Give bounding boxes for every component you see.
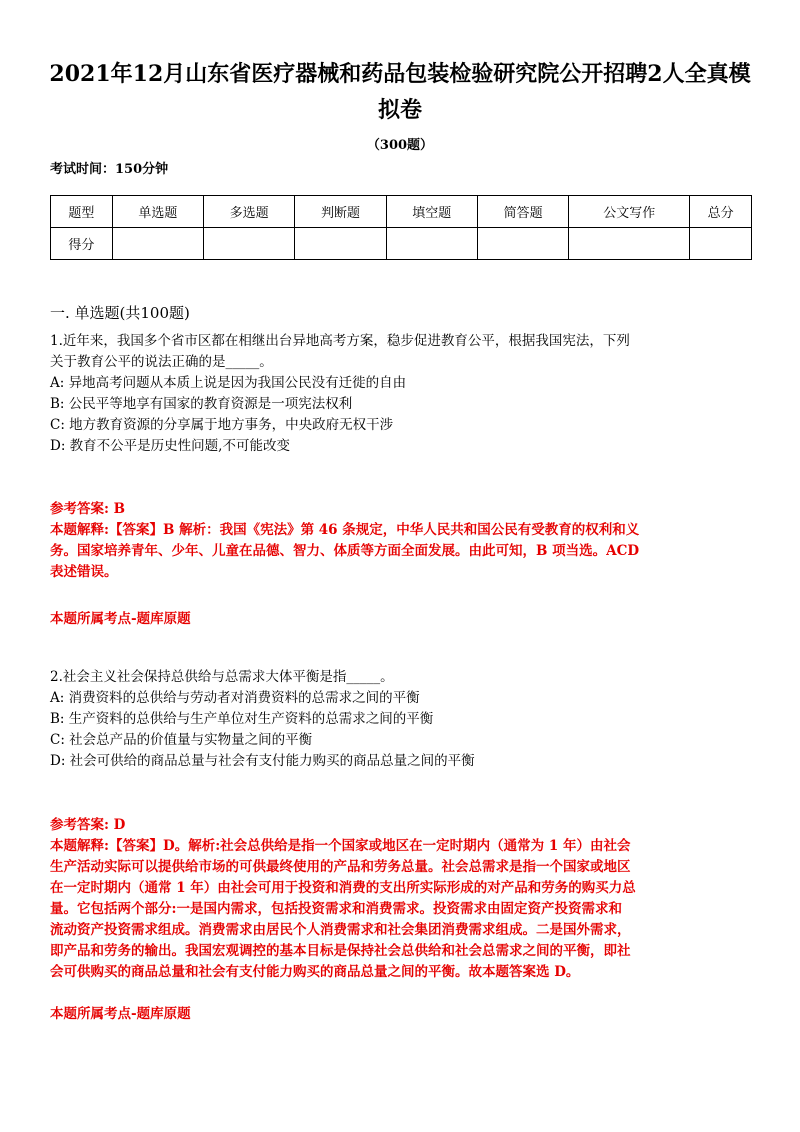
- explanation-line: 务。国家培养青年、少年、儿童在品德、智力、体质等方面全面发展。由此可知，B 项当选。ACD: [50, 543, 640, 559]
- header-cell: 单选题: [112, 196, 203, 228]
- section-title: 一. 单选题(共100题): [50, 304, 190, 322]
- score-table-header-row: [51, 196, 752, 228]
- header-cell: 简答题: [477, 196, 568, 228]
- answer-block-2: [50, 815, 762, 983]
- option-c: C: 社会总产品的价值量与实物量之间的平衡: [50, 732, 313, 748]
- question-stem-line: 2.社会主义社会保持总供给与总需求大体平衡是指_____。: [50, 669, 394, 685]
- explanation-line: 量。它包括两个部分:一是国内需求，包括投资需求和消费需求。投资需求由固定资产投资需求和: [50, 901, 622, 917]
- explanation-line: 生产活动实际可以提供给市场的可供最终使用的产品和劳务总量。社会总需求是指一个国家或地区: [50, 859, 631, 875]
- score-cell: [295, 228, 386, 260]
- option-d: D: 社会可供给的商品总量与社会有支付能力购买的商品总量之间的平衡: [50, 753, 475, 769]
- question-1: [50, 331, 762, 457]
- question-point: 本题所属考点-题库原题: [50, 1006, 191, 1022]
- option-a: A: 异地高考问题从本质上说是因为我国公民没有迁徙的自由: [50, 375, 407, 391]
- explanation-line: 本题解释:【答案】B 解析：我国《宪法》第 46 条规定，中华人民共和国公民有受教育的权利和义: [50, 522, 640, 538]
- reference-answer: 参考答案: D: [50, 817, 126, 833]
- explanation-line: 表述错误。: [50, 564, 118, 580]
- score-cell: [386, 228, 477, 260]
- option-b: B: 公民平等地享有国家的教育资源是一项宪法权利: [50, 396, 353, 412]
- option-d: D: 教育不公平是历史性问题,不可能改变: [50, 438, 290, 454]
- row-label: 得分: [51, 228, 113, 260]
- score-cell: [112, 228, 203, 260]
- option-b: B: 生产资料的总供给与生产单位对生产资料的总需求之间的平衡: [50, 711, 434, 727]
- explanation-line: 即产品和劳务的输出。我国宏观调控的基本目标是保持社会总供给和社会总需求之间的平衡，即社: [50, 943, 631, 959]
- explanation-line: 会可供购买的商品总量和社会有支付能力购买的商品总量之间的平衡。故本题答案选 D。: [50, 964, 580, 980]
- reference-answer: 参考答案: B: [50, 501, 126, 517]
- header-cell: 题型: [51, 196, 113, 228]
- header-cell: 多选题: [203, 196, 294, 228]
- score-cell: [203, 228, 294, 260]
- explanation-line: 在一定时期内（通常 1 年）由社会可用于投资和消费的支出所实际形成的对产品和劳务的购买力总: [50, 880, 636, 896]
- explanation-line: 流动资产投资需求组成。消费需求由居民个人消费需求和社会集团消费需求组成。二是国外需求，: [50, 922, 631, 938]
- question-point: 本题所属考点-题库原题: [50, 611, 191, 627]
- option-a: A: 消费资料的总供给与劳动者对消费资料的总需求之间的平衡: [50, 690, 420, 706]
- score-table-row: [51, 228, 752, 260]
- explanation-line: 本题解释:【答案】D。解析:社会总供给是指一个国家或地区在一定时期内（通常为 1 年）由社会: [50, 838, 631, 854]
- question-stem-line: 关于教育公平的说法正确的是_____。: [50, 354, 273, 370]
- exam-time: 考试时间：150分钟: [50, 162, 169, 177]
- score-cell: [690, 228, 752, 260]
- question-count: （300题）: [366, 138, 434, 153]
- score-cell: [477, 228, 568, 260]
- score-cell: [569, 228, 690, 260]
- question-2: [50, 667, 762, 772]
- answer-block-1: [50, 499, 762, 583]
- header-cell: 总分: [690, 196, 752, 228]
- score-table: [50, 195, 752, 260]
- option-c: C: 地方教育资源的分享属于地方事务，中央政府无权干涉: [50, 417, 394, 433]
- header-cell: 公文写作: [569, 196, 690, 228]
- header-cell: 填空题: [386, 196, 477, 228]
- document-title: 2021年12月山东省医疗器械和药品包装检验研究院公开招聘2人全真模拟卷: [49, 61, 751, 123]
- header-cell: 判断题: [295, 196, 386, 228]
- question-stem-line: 1.近年来，我国多个省市区都在相继出台异地高考方案，稳步促进教育公平，根据我国宪法，下列: [50, 333, 630, 349]
